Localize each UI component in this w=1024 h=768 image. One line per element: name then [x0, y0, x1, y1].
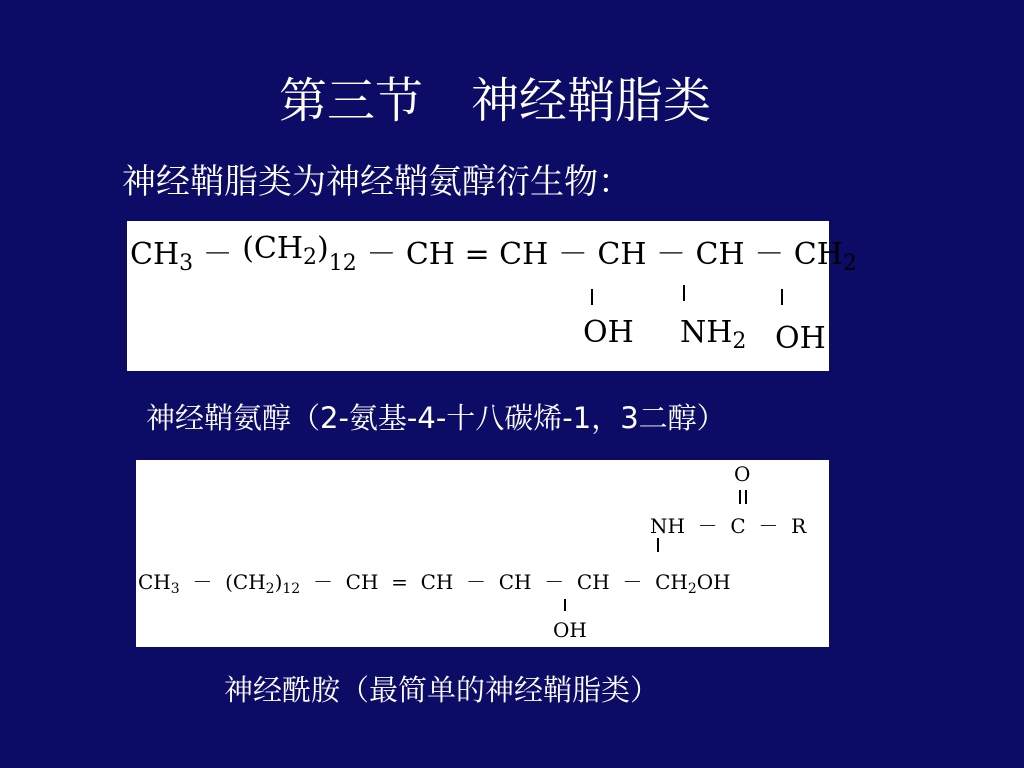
hydroxyl-group: OH	[775, 321, 826, 356]
bond-dash: －	[202, 237, 233, 272]
chain-tail: － CH = CH － CH － CH － CH	[366, 237, 843, 272]
ch2-subscript: 2	[303, 245, 318, 270]
repeat-count: 12	[328, 251, 357, 276]
bond-line	[657, 538, 659, 552]
bond-line	[683, 285, 685, 301]
ceramide-main-chain	[138, 566, 731, 597]
sphingosine-main-chain	[130, 229, 857, 276]
ch2-close: )	[274, 570, 283, 594]
chain-tail: － CH = CH － CH － CH － CH	[312, 570, 688, 594]
ch3-subscript: 3	[179, 251, 194, 276]
end-subscript: 2	[842, 251, 857, 276]
ch2-group: (CH	[242, 231, 304, 266]
double-bond-line	[745, 490, 747, 504]
ch3-group: CH	[130, 237, 180, 272]
ch3-group: CH	[138, 570, 171, 594]
sphingosine-structure	[127, 221, 857, 371]
bond-line	[564, 599, 566, 611]
ceramide-caption: 神经酰胺（最简单的神经鞘脂类）	[224, 673, 660, 707]
ceramide-structure	[136, 460, 829, 647]
ch3-subscript: 3	[170, 581, 180, 597]
bond-line	[591, 289, 593, 305]
hydroxyl-group: OH	[583, 315, 634, 350]
ch2-group: － (CH	[192, 570, 266, 594]
nh-label: NH	[680, 315, 733, 350]
repeat-count: 12	[282, 581, 301, 597]
subtitle: 神经鞘脂类为神经鞘氨醇衍生物：	[122, 162, 632, 202]
amide-group: NH － C － R	[650, 514, 807, 538]
ch2-close: )	[317, 231, 329, 266]
end-subscript: 2	[687, 581, 697, 597]
sphingosine-caption: 神经鞘氨醇（2-氨基-4-十八碳烯-1，3二醇）	[146, 401, 726, 435]
hydroxyl-group: OH	[553, 618, 587, 642]
ch2-subscript: 2	[265, 581, 275, 597]
carbonyl-oxygen: O	[734, 462, 751, 486]
amino-group	[680, 315, 746, 354]
double-bond-line	[739, 490, 741, 504]
nh2-subscript: 2	[732, 329, 747, 354]
end-group: OH	[696, 570, 731, 594]
page-title: 第三节 神经鞘脂类	[278, 73, 711, 129]
bond-line	[781, 289, 783, 305]
